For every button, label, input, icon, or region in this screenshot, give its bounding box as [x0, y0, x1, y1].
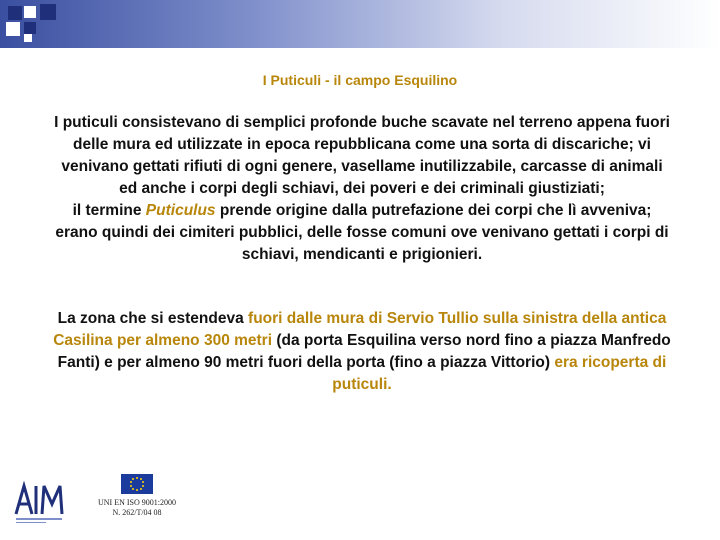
eu-flag-icon	[121, 474, 153, 494]
paragraph-zone-description	[48, 308, 676, 396]
paragraph-puticuli-description	[52, 112, 672, 266]
highlight-location: fuori dalle mura di Servio Tullio sulla sinistra della antica Casilina per almeno 300 metri	[53, 310, 667, 349]
header-banner	[0, 0, 720, 48]
paragraph2-part2: (da porta Esquilina verso nord fino a piazza Manfredo Fanti) e per almeno 90 metri fuori della porta (fino a piazza Vittorio)	[57, 332, 671, 371]
aim-logo-icon	[14, 478, 66, 524]
highlight-conclusion: era ricoperta di puticuli.	[332, 354, 667, 393]
paragraph1-part1: I puticuli consistevano di semplici profonde buche scavate nel terreno appena fuori delle mura ed utilizzate in epoca repubblicana come una sorta di discariche; vi venivano gettati rifiuti di ogni genere, vasellame inutilizzabile, carcasse di animali ed anche i corpi degli schiavi, dei poveri e dei criminali giustiziati;	[54, 114, 670, 197]
paragraph2-part1: La zona che si estendeva	[57, 310, 249, 327]
paragraph1-part3: prende origine dalla putrefazione dei corpi che lì avveniva; erano quindi dei cimiteri pubblici, delle fosse comuni ove venivano gettati i corpi di schiavi, mendicanti e prigionieri.	[55, 202, 669, 263]
cert-line-2: N. 262/T/04 08	[112, 508, 162, 517]
paragraph1-part2: il termine	[72, 202, 146, 219]
cert-line-1: UNI EN ISO 9001:2000	[98, 498, 176, 507]
slide-title: I Puticuli - il campo Esquilino	[262, 72, 458, 88]
certification-block	[92, 474, 182, 524]
term-puticulus: Puticulus	[145, 202, 216, 219]
